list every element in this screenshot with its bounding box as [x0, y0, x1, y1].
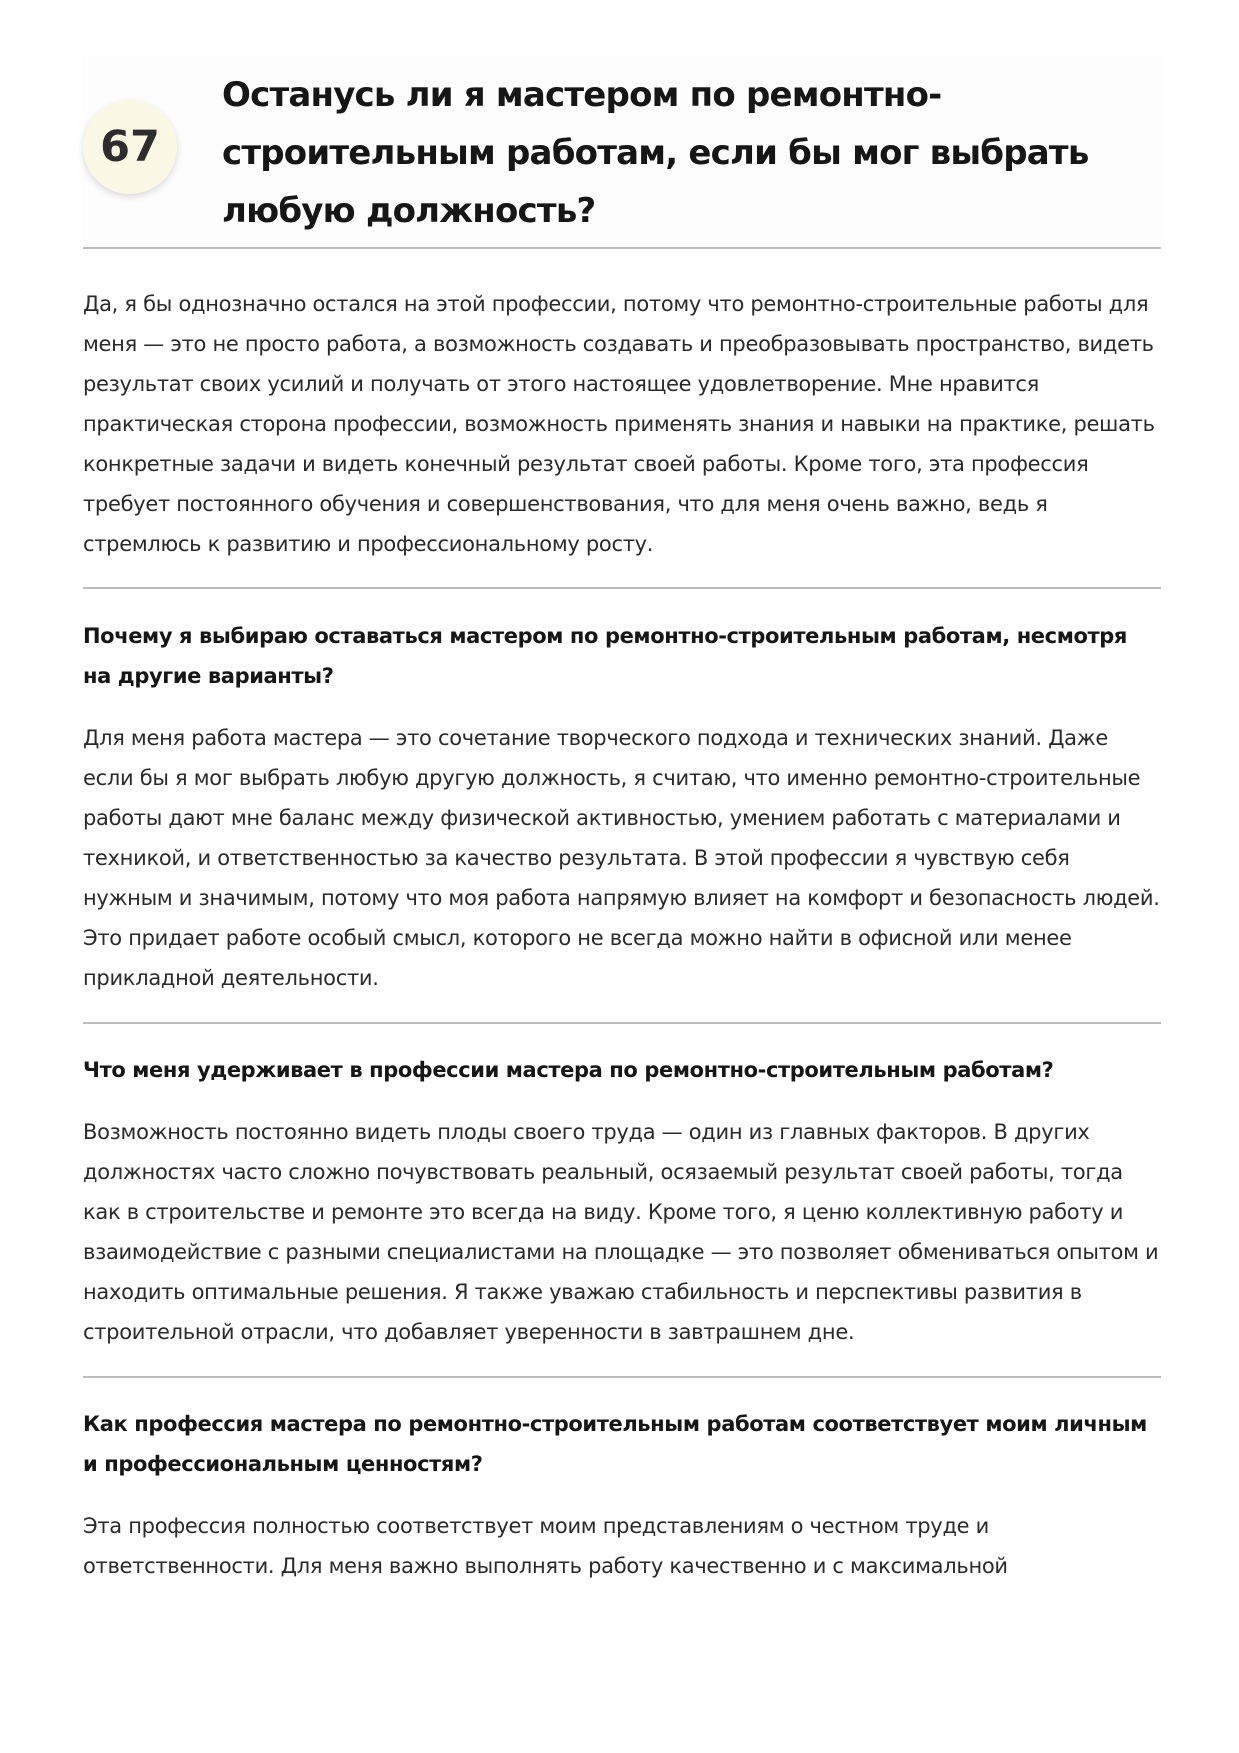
section-question: Что меня удерживает в профессии мастера по ремонтно-строительным работам?	[83, 1058, 1054, 1082]
section-divider	[83, 1376, 1161, 1378]
section-question: Почему я выбираю оставаться мастером по ремонтно-строительным работам, несмотря на другие варианты?	[83, 624, 1127, 688]
intro-paragraph: Да, я бы однозначно остался на этой профессии, потому что ремонтно-строительные работы для меня — это не просто работа, а возможность создавать и преобразовывать пространство, видеть результат своих усилий и получать от этого настоящее удовлетворение. Мне нравится практическая сторона профессии, возможность применять знания и навыки на практике, решать конкретные задачи и видеть конечный результат своей работы. Кроме того, эта профессия требует постоянного обучения и совершенствования, что для меня очень важно, ведь я стремлюсь к развитию и профессиональному росту.	[83, 292, 1155, 556]
section-divider	[83, 1022, 1161, 1024]
document-page	[83, 56, 1161, 1586]
section-answer: Для меня работа мастера — это сочетание творческого подхода и технических знаний. Даже если бы я мог выбрать любую другую должность, я считаю, что именно ремонтно-строительные работы дают мне баланс между физической активностью, умением работать с материалами и техникой, и ответственностью за качество результата. В этой профессии я чувствую себя нужным и значимым, потому что моя работа напрямую влияет на комфорт и безопасность людей. Это придает работе особый смысл, которого не всегда можно найти в офисной или менее прикладной деятельности.	[83, 726, 1160, 990]
question-title: Останусь ли я мастером по ремонтно-строительным работам, если бы мог выбрать любую должность?	[222, 75, 1089, 231]
section-answer: Возможность постоянно видеть плоды своего труда — один из главных факторов. В других должностях часто сложно почувствовать реальный, осязаемый результат своей работы, тогда как в строительстве и ремонте это всегда на виду. Кроме того, я ценю коллективную работу и взаимодействие с разными специалистами на площадке — это позволяет обмениваться опытом и находить оптимальные решения. Я также уважаю стабильность и перспективы развития в строительной отрасли, что добавляет уверенности в завтрашнем дне.	[83, 1120, 1159, 1344]
question-header	[83, 56, 1161, 249]
section-divider	[83, 587, 1161, 589]
question-number-badge: 67	[83, 100, 177, 194]
section-answer: Эта профессия полностью соответствует моим представлениям о честном труде и ответственности. Для меня важно выполнять работу качественно и с максимальной	[83, 1514, 1008, 1578]
section-question: Как профессия мастера по ремонтно-строительным работам соответствует моим личным и профессиональным ценностям?	[83, 1412, 1147, 1476]
